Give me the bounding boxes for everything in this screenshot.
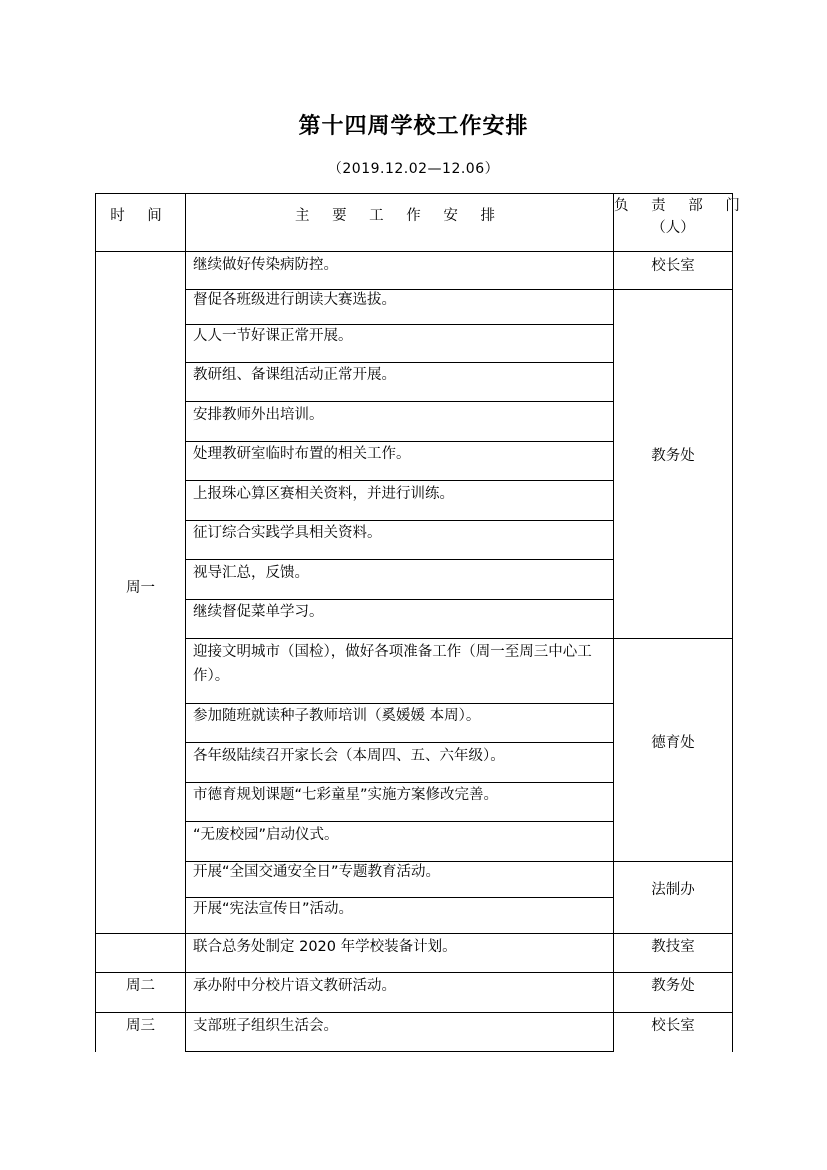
header-dept-line2: （人） [651,220,695,236]
header-main-tasks: 主 要 工 作 安 排 [294,208,505,224]
task-item: 开展“宪法宣传日”活动。 [193,901,354,917]
dept-principal-office: 校长室 [651,1018,695,1034]
task-item: 联合总务处制定 2020 年学校装备计划。 [193,939,457,955]
task-item: 迎接文明城市（国检），做好各项准备工作（周一至周三中心工作）。 [193,644,592,684]
task-item: 继续做好传染病防控。 [193,257,338,273]
task-item: 继续督促菜单学习。 [193,604,324,620]
task-item: 处理教研室临时布置的相关工作。 [193,446,411,462]
dept-tech-office: 教技室 [651,939,695,955]
task-item: 参加随班就读种子教师培训（奚媛媛 本周）。 [193,708,481,724]
task-item: 征订综合实践学具相关资料。 [193,525,382,541]
day-tuesday: 周二 [126,978,155,994]
header-time: 时 间 [110,208,171,224]
day-wednesday: 周三 [126,1018,155,1034]
date-range: （2019.12.02—12.06） [327,161,500,177]
header-dept-line1: 负 责 部 门 [614,198,749,214]
task-item: 承办附中分校片语文教研活动。 [193,978,396,994]
task-item: 教研组、备课组活动正常开展。 [193,367,396,383]
task-item: 安排教师外出培训。 [193,407,324,423]
dept-legal-office: 法制办 [651,882,695,898]
task-item: 开展“全国交通安全日”专题教育活动。 [193,864,441,880]
task-item: 上报珠心算区赛相关资料，并进行训练。 [193,486,454,502]
dept-moral-education: 德育处 [651,735,695,751]
document-title: 第十四周学校工作安排 [298,113,529,139]
task-item: 督促各班级进行朗读大赛选拔。 [193,292,396,308]
task-item: 人人一节好课正常开展。 [193,328,353,344]
dept-principal-office: 校长室 [651,258,695,274]
dept-academic-affairs: 教务处 [651,448,695,464]
task-item: 支部班子组织生活会。 [193,1018,338,1034]
task-item: 各年级陆续召开家长会（本周四、五、六年级）。 [193,748,505,764]
task-item: 视导汇总，反馈。 [193,565,309,581]
task-item: “无废校园”启动仪式。 [193,827,339,843]
dept-academic-affairs: 教务处 [651,978,695,994]
task-item: 市德育规划课题“七彩童星”实施方案修改完善。 [193,787,499,803]
day-monday: 周一 [126,580,155,596]
